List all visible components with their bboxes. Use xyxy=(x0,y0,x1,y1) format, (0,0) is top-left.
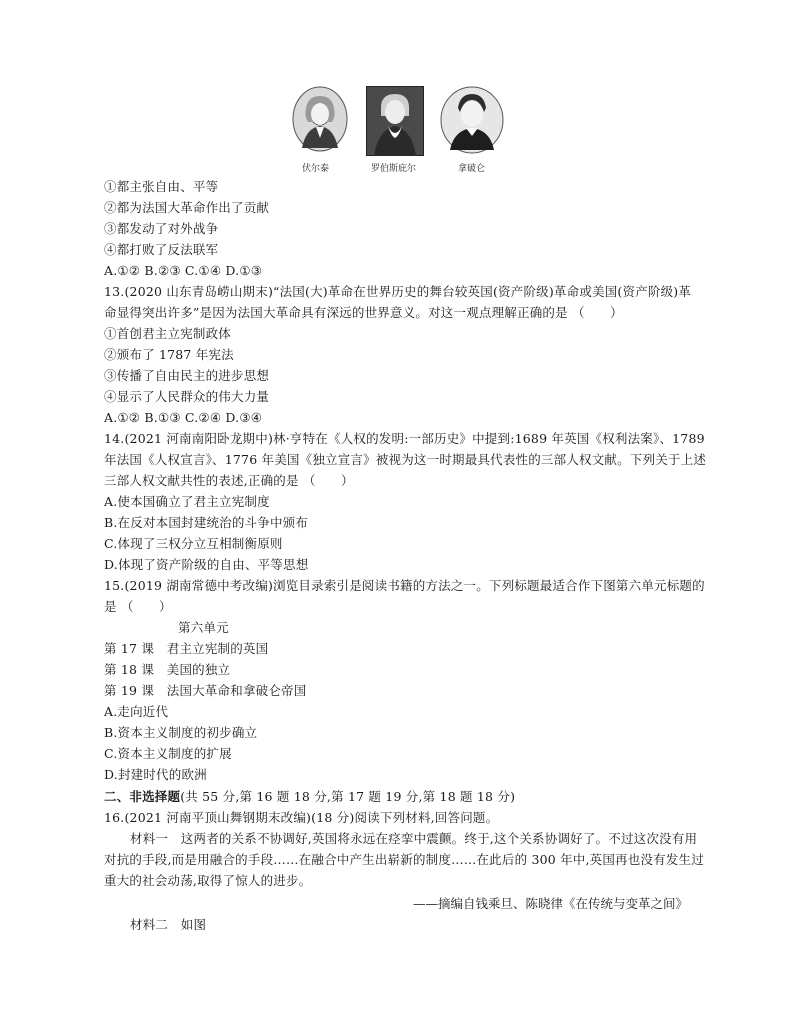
q15-option: C.资本主义制度的扩展 xyxy=(104,746,232,761)
section2-heading-bold: 二、非选择题 xyxy=(104,789,181,804)
q16-material1: 重大的社会动荡,取得了惊人的进步。 xyxy=(104,873,312,888)
q15-lesson: 第 17 课 君主立宪制的英国 xyxy=(104,641,269,656)
q12-statement: ①都主张自由、平等 xyxy=(104,179,219,194)
section2-heading xyxy=(104,789,515,805)
voltaire-portrait xyxy=(292,86,348,152)
q14-stem: 三部人权文献共性的表述,正确的是 （ ） xyxy=(104,473,354,488)
q13-stem: 13.(2020 山东青岛崂山期末)“法国(大)革命在世界历史的舞台较英国(资产阶级)革命或美国(资产阶级)革 xyxy=(104,284,692,299)
q16-material1: 材料一 这两者的关系不协调好,英国将永远在痉挛中震颤。终于,这个关系协调好了。不过这次没有用 xyxy=(130,831,698,846)
napoleon-portrait xyxy=(440,86,504,154)
q13-statement: ①首创君主立宪制政体 xyxy=(104,326,232,341)
q15-stem: 是 （ ） xyxy=(104,599,172,614)
q12-statement: ③都发动了对外战争 xyxy=(104,221,219,236)
q16-material1: 对抗的手段,而是用融合的手段……在融合中产生出崭新的制度……在此后的 300 年中,英国再也没有发生过 xyxy=(104,852,704,867)
q13-stem: 命显得突出许多”是因为法国大革命具有深远的世界意义。对这一观点理解正确的是 （ ） xyxy=(104,305,623,320)
q14-option: A.使本国确立了君主立宪制度 xyxy=(104,494,270,509)
q16-material1-source: ——摘编自钱乘旦、陈晓律《在传统与变革之间》 xyxy=(412,896,688,911)
q12-statement: ④都打败了反法联军 xyxy=(104,242,219,257)
q14-option: D.体现了资产阶级的自由、平等思想 xyxy=(104,557,309,572)
section2-heading-scores: (共 55 分,第 16 题 18 分,第 17 题 19 分,第 18 题 18 分) xyxy=(180,789,516,804)
q12-statement: ②都为法国大革命作出了贡献 xyxy=(104,200,270,215)
robespierre-portrait xyxy=(366,86,424,156)
q15-option: D.封建时代的欧洲 xyxy=(104,767,207,782)
caption-napoleon: 拿破仑 xyxy=(458,164,486,174)
q13-statement: ③传播了自由民主的进步思想 xyxy=(104,368,270,383)
caption-voltaire: 伏尔泰 xyxy=(302,164,330,174)
q12-options: A.①② B.②③ C.①④ D.①③ xyxy=(104,263,263,278)
q14-stem: 年法国《人权宣言》、1776 年美国《独立宣言》被视为这一时期最具代表性的三部人权文献。下列关于上述 xyxy=(104,452,707,467)
q14-option: B.在反对本国封建统治的斗争中颁布 xyxy=(104,515,309,530)
q15-unit-title: 第六单元 xyxy=(178,620,229,635)
q16-stem: 16.(2021 河南平顶山舞钢期末改编)(18 分)阅读下列材料,回答问题。 xyxy=(104,810,499,825)
q13-statement: ④显示了人民群众的伟大力量 xyxy=(104,389,270,404)
q15-option: B.资本主义制度的初步确立 xyxy=(104,725,258,740)
q15-option: A.走向近代 xyxy=(104,704,169,719)
q13-options: A.①② B.①③ C.②④ D.③④ xyxy=(104,410,263,425)
q13-statement: ②颁布了 1787 年宪法 xyxy=(104,347,234,362)
q15-lesson: 第 18 课 美国的独立 xyxy=(104,662,231,677)
q15-stem: 15.(2019 湖南常德中考改编)浏览目录索引是阅读书籍的方法之一。下列标题最适合作下图第六单元标题的 xyxy=(104,578,705,593)
q16-material2: 材料二 如图 xyxy=(130,917,207,932)
q14-option: C.体现了三权分立互相制衡原则 xyxy=(104,536,283,551)
q15-lesson: 第 19 课 法国大革命和拿破仑帝国 xyxy=(104,683,307,698)
q14-stem: 14.(2021 河南南阳卧龙期中)林·亨特在《人权的发明:一部历史》中提到:1689 年英国《权利法案》、1789 xyxy=(104,431,705,446)
caption-robespierre: 罗伯斯庇尔 xyxy=(371,164,417,174)
portrait-figure xyxy=(288,86,508,178)
